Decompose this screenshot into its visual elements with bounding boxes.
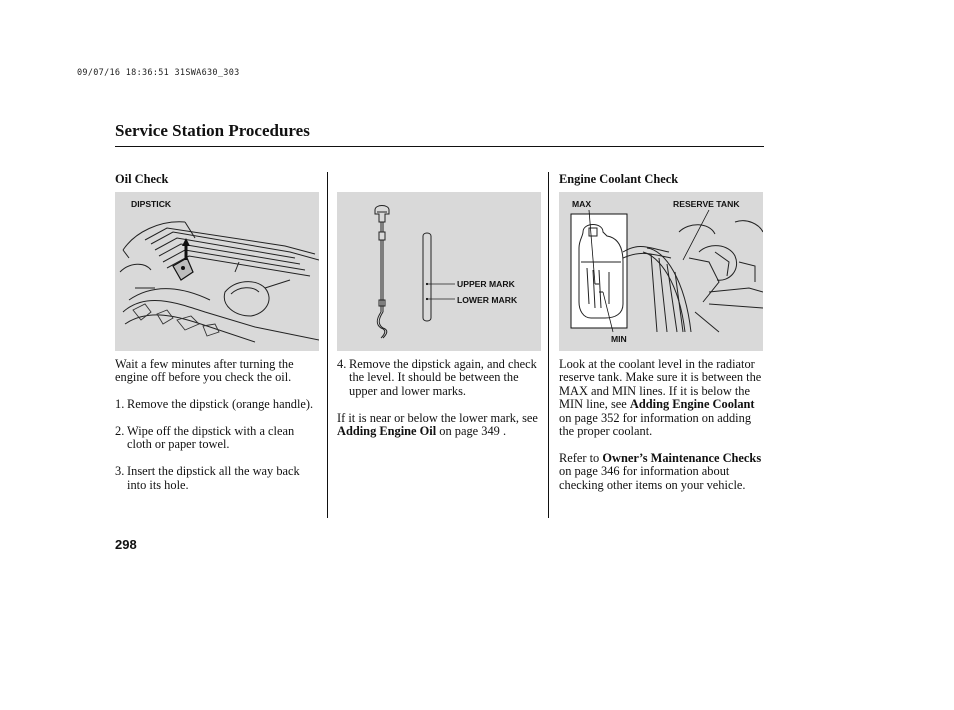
lower-mark-label: LOWER MARK: [457, 295, 518, 305]
low-oil-note: [337, 412, 543, 439]
upper-mark-label: UPPER MARK: [457, 279, 515, 289]
page-number: 298: [115, 537, 137, 552]
low-oil-text: If it is near or below the lower mark, see: [337, 410, 538, 425]
page-title: Service Station Procedures: [115, 121, 310, 140]
max-label: MAX: [572, 199, 592, 209]
oil-step-4: [337, 358, 543, 398]
reserve-tank-label: RESERVE TANK: [673, 199, 740, 209]
engine-illustration: [115, 192, 319, 351]
refer-text-2: on page 346 for information about checking other items on your vehicle.: [559, 464, 746, 492]
adding-engine-coolant-reference: Adding Engine Coolant: [629, 397, 755, 412]
oil-check-text: [115, 358, 321, 492]
coolant-text-2: on page 352 for information on adding the proper coolant.: [559, 410, 752, 439]
coolant-text: [559, 358, 765, 505]
dipstick-text: [337, 358, 543, 452]
oil-step-1: [115, 398, 321, 411]
owners-maintenance-checks-reference: Owner’s Maintenance Checks: [602, 450, 762, 465]
oil-check-heading: Oil Check: [115, 172, 169, 186]
oil-step-3: [115, 465, 321, 492]
column-divider-left: [327, 172, 328, 518]
min-label: MIN: [611, 334, 627, 344]
step-text: Insert the dipstick all the way back into its hole.: [127, 464, 300, 492]
step-number: 4.: [337, 357, 347, 371]
coolant-check-heading: Engine Coolant Check: [559, 172, 679, 186]
dipstick-figure: [337, 192, 541, 351]
low-oil-page-ref: on page 349 .: [439, 424, 507, 439]
adding-engine-oil-reference: Adding Engine Oil: [337, 424, 437, 439]
step-number: 2.: [115, 424, 125, 438]
oil-intro: Wait a few minutes after turning the engine off before you check the oil.: [115, 357, 294, 385]
step-text: Wipe off the dipstick with a clean cloth or paper towel.: [127, 424, 295, 452]
step-number: 1.: [115, 397, 125, 412]
step-text: Remove the dipstick (orange handle).: [127, 397, 314, 412]
coolant-instructions: [559, 358, 765, 438]
dipstick-label: DIPSTICK: [131, 199, 172, 209]
column-divider-right: [548, 172, 549, 518]
coolant-text-1: Look at the coolant level in the radiator reserve tank. Make sure it is between the MAX and MIN lines. If it is below the MIN line, see: [559, 357, 762, 412]
oil-step-2: [115, 425, 321, 452]
maintenance-reference: [559, 452, 765, 492]
refer-text-1: Refer to: [559, 450, 600, 465]
print-stamp: 09/07/16 18:36:51 31SWA630_303: [77, 68, 240, 78]
coolant-illustration: [559, 192, 763, 351]
dipstick-illustration: [337, 192, 541, 351]
step-text: Remove the dipstick again, and check the level. It should be between the upper and lower marks.: [349, 357, 537, 398]
title-rule: [115, 146, 764, 147]
step-number: 3.: [115, 464, 125, 479]
engine-dipstick-figure: [115, 192, 319, 351]
coolant-figure: [559, 192, 763, 351]
